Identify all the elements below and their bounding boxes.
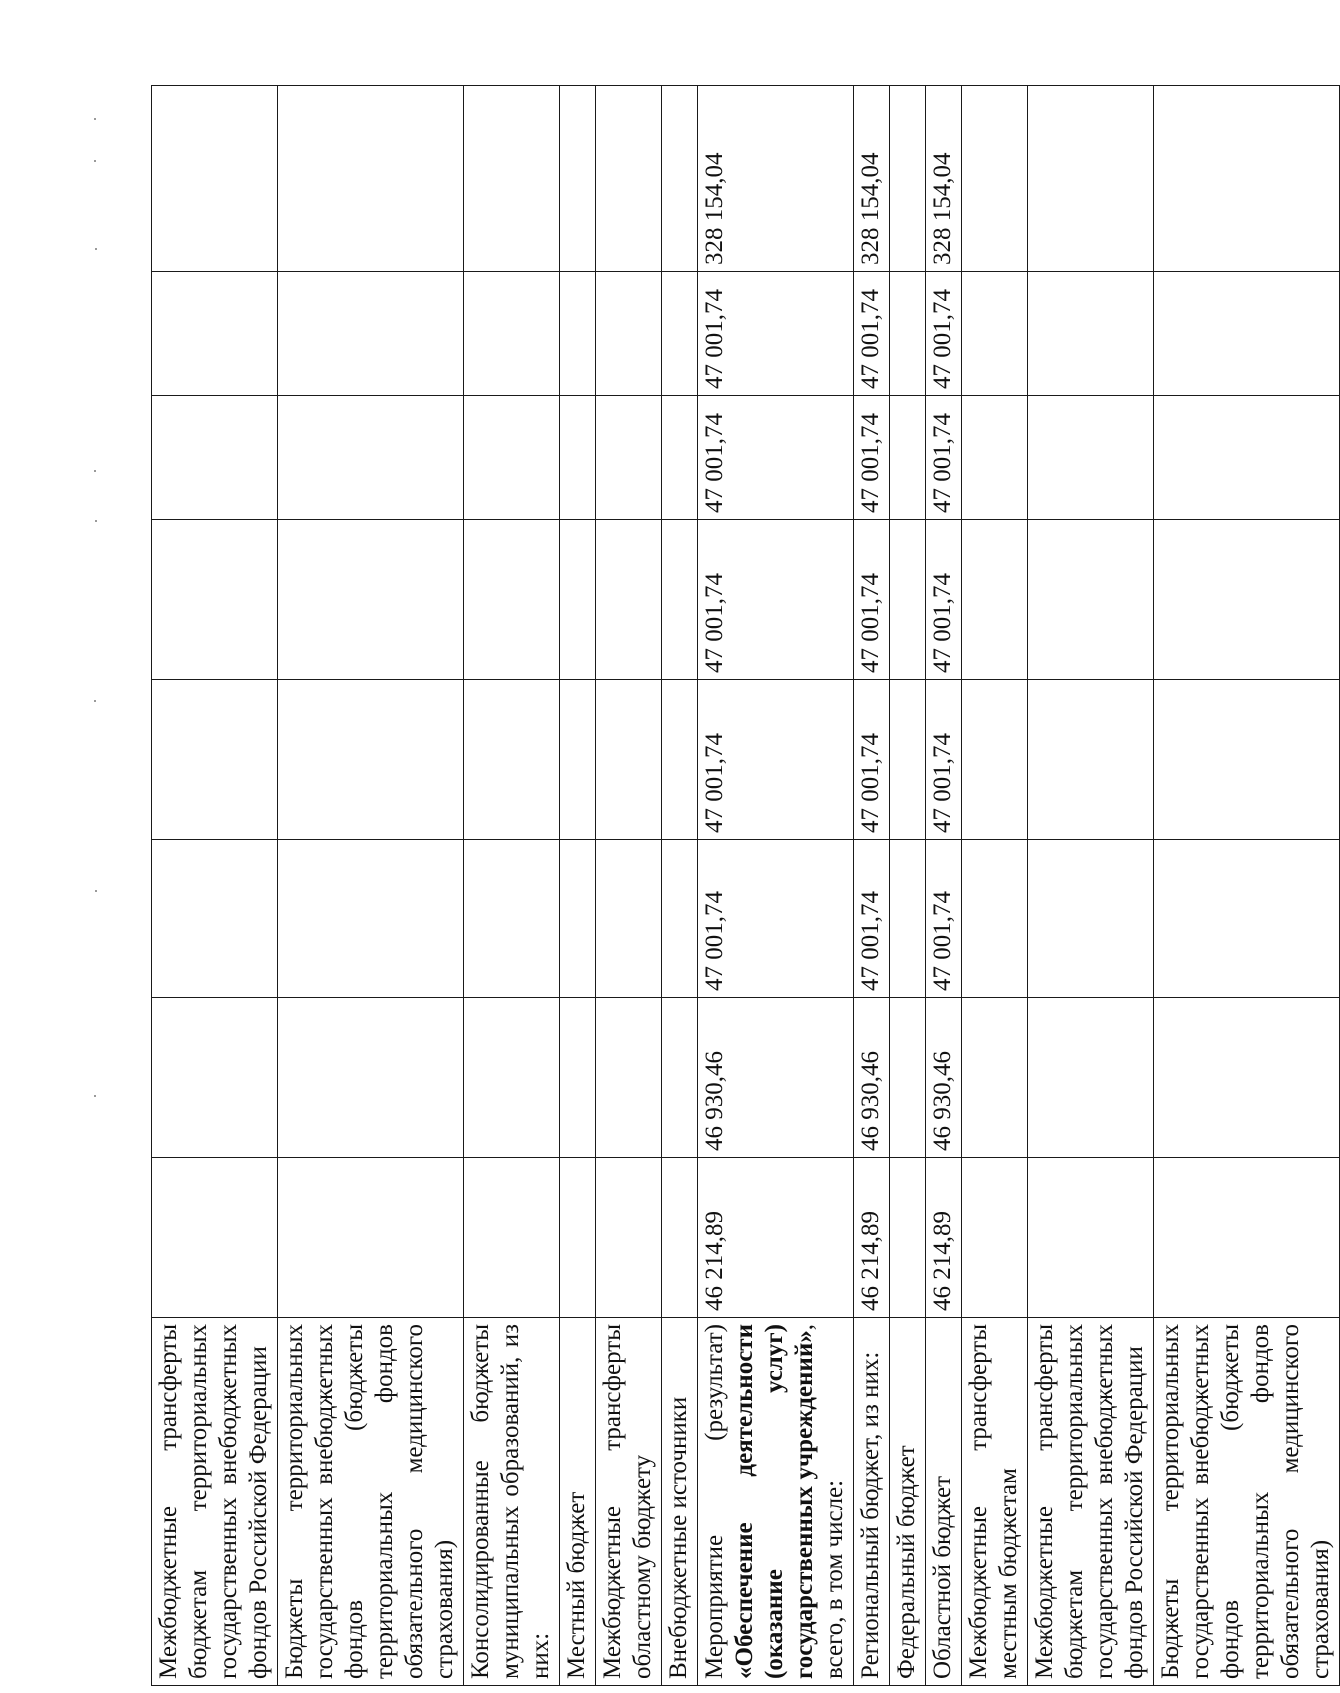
row-label: Местный бюджет: [560, 1318, 596, 1686]
scan-speck: [95, 520, 97, 522]
value-cell: [596, 396, 662, 520]
value-cell: 46 930,46: [926, 998, 962, 1158]
value-cell: [1154, 1158, 1340, 1318]
value-cell: [662, 86, 698, 272]
row-label: Межбюджетные трансферты областному бюджету: [596, 1318, 662, 1686]
scan-speck: [94, 700, 96, 702]
scan-speck: [94, 1095, 96, 1097]
value-cell: 47 001,74: [926, 272, 962, 396]
value-cell: [596, 680, 662, 840]
value-cell: [890, 272, 926, 396]
value-cell: [890, 396, 926, 520]
value-cell: [890, 520, 926, 680]
row-label: Межбюджетные трансферты бюджетам территориальных государственных внебюджетных фондов Российской Федерации: [152, 1318, 278, 1686]
value-cell: [464, 520, 560, 680]
value-cell: 328 154,04: [698, 86, 854, 272]
value-cell: [662, 272, 698, 396]
value-cell: [560, 840, 596, 998]
table-row: [560, 86, 596, 1686]
value-cell: [560, 1158, 596, 1318]
value-cell: 47 001,74: [854, 396, 890, 520]
value-cell: [1028, 272, 1154, 396]
scan-speck: [94, 160, 96, 162]
value-cell: 47 001,74: [926, 396, 962, 520]
table-row: [1028, 86, 1154, 1686]
value-cell: [278, 998, 464, 1158]
table-row: [278, 86, 464, 1686]
value-cell: [1028, 680, 1154, 840]
row-label: Внебюджетные источники: [662, 1318, 698, 1686]
table-row: [464, 86, 560, 1686]
value-cell: [962, 86, 1028, 272]
value-cell: [464, 998, 560, 1158]
row-label: Федеральный бюджет: [890, 1318, 926, 1686]
value-cell: [278, 86, 464, 272]
value-cell: [1154, 86, 1340, 272]
value-cell: [152, 680, 278, 840]
value-cell: [152, 520, 278, 680]
table-row: [1154, 86, 1340, 1686]
value-cell: 47 001,74: [926, 840, 962, 998]
value-cell: [152, 86, 278, 272]
value-cell: [890, 840, 926, 998]
value-cell: 46 214,89: [854, 1158, 890, 1318]
value-cell: [962, 680, 1028, 840]
value-cell: 47 001,74: [698, 396, 854, 520]
value-cell: [962, 840, 1028, 998]
value-cell: [662, 680, 698, 840]
value-cell: [278, 272, 464, 396]
row-label-suffix: , всего, в том числе:: [791, 1324, 848, 1679]
value-cell: [1028, 396, 1154, 520]
value-cell: [560, 272, 596, 396]
row-label: Межбюджетные трансферты местным бюджетам: [962, 1318, 1028, 1686]
value-cell: [152, 396, 278, 520]
value-cell: [962, 396, 1028, 520]
value-cell: [662, 520, 698, 680]
value-cell: [890, 998, 926, 1158]
value-cell: [890, 1158, 926, 1318]
scan-speck: [95, 248, 97, 250]
value-cell: [1154, 520, 1340, 680]
table-row: [596, 86, 662, 1686]
value-cell: [560, 396, 596, 520]
value-cell: [152, 998, 278, 1158]
value-cell: [464, 840, 560, 998]
value-cell: [152, 272, 278, 396]
value-cell: [962, 520, 1028, 680]
value-cell: [1154, 396, 1340, 520]
row-label: Областной бюджет: [926, 1318, 962, 1686]
value-cell: 46 930,46: [698, 998, 854, 1158]
budget-table: [151, 85, 1340, 1686]
value-cell: [278, 1158, 464, 1318]
value-cell: [1028, 86, 1154, 272]
value-cell: 47 001,74: [698, 840, 854, 998]
value-cell: [464, 680, 560, 840]
value-cell: [278, 520, 464, 680]
value-cell: 328 154,04: [926, 86, 962, 272]
value-cell: [962, 272, 1028, 396]
value-cell: [596, 998, 662, 1158]
value-cell: 47 001,74: [926, 680, 962, 840]
scan-speck: [94, 118, 96, 120]
row-label-prefix: Мероприятие (результат): [701, 1324, 728, 1679]
value-cell: [560, 680, 596, 840]
scan-speck: [94, 470, 96, 472]
table-row: [962, 86, 1028, 1686]
row-label: Консолидированные бюджеты муниципальных образований, из них:: [464, 1318, 560, 1686]
row-label: Бюджеты территориальных государственных внебюджетных фондов (бюджеты территориальных фондов обязательного медицинского страхования): [278, 1318, 464, 1686]
value-cell: [662, 840, 698, 998]
value-cell: [464, 86, 560, 272]
value-cell: 46 214,89: [926, 1158, 962, 1318]
value-cell: 47 001,74: [698, 520, 854, 680]
value-cell: [464, 396, 560, 520]
value-cell: 47 001,74: [854, 680, 890, 840]
value-cell: 47 001,74: [698, 680, 854, 840]
value-cell: [152, 1158, 278, 1318]
value-cell: [1154, 840, 1340, 998]
value-cell: [1028, 840, 1154, 998]
value-cell: 47 001,74: [926, 520, 962, 680]
value-cell: [662, 1158, 698, 1318]
table-row: [890, 86, 926, 1686]
table-row: [854, 86, 890, 1686]
value-cell: [560, 86, 596, 272]
table-row: [698, 86, 854, 1686]
value-cell: [560, 998, 596, 1158]
value-cell: 46 930,46: [854, 998, 890, 1158]
value-cell: [278, 396, 464, 520]
value-cell: [662, 998, 698, 1158]
table-row: [152, 86, 278, 1686]
value-cell: [1154, 272, 1340, 396]
value-cell: [890, 86, 926, 272]
value-cell: [1028, 520, 1154, 680]
row-label: [698, 1318, 854, 1686]
value-cell: [596, 520, 662, 680]
value-cell: [596, 86, 662, 272]
value-cell: [1028, 1158, 1154, 1318]
value-cell: [962, 1158, 1028, 1318]
value-cell: [596, 840, 662, 998]
value-cell: [278, 840, 464, 998]
scan-speck: [95, 890, 97, 892]
value-cell: [1154, 998, 1340, 1158]
value-cell: [464, 272, 560, 396]
row-label: Межбюджетные трансферты бюджетам территориальных государственных внебюджетных фондов Российской Федерации: [1028, 1318, 1154, 1686]
value-cell: [152, 840, 278, 998]
value-cell: 47 001,74: [698, 272, 854, 396]
value-cell: [560, 520, 596, 680]
value-cell: [464, 1158, 560, 1318]
value-cell: [1154, 680, 1340, 840]
table-row: [926, 86, 962, 1686]
table-row: [662, 86, 698, 1686]
value-cell: [1028, 998, 1154, 1158]
value-cell: 47 001,74: [854, 520, 890, 680]
rotated-page-content: [151, 86, 1334, 1686]
value-cell: [890, 680, 926, 840]
row-label: Региональный бюджет, из них:: [854, 1318, 890, 1686]
value-cell: [596, 1158, 662, 1318]
value-cell: [662, 396, 698, 520]
value-cell: 47 001,74: [854, 272, 890, 396]
row-label: Бюджеты территориальных государственных внебюджетных фондов (бюджеты территориальных фондов обязательного медицинского страхования): [1154, 1318, 1340, 1686]
value-cell: [962, 998, 1028, 1158]
value-cell: [278, 680, 464, 840]
value-cell: 328 154,04: [854, 86, 890, 272]
value-cell: [596, 272, 662, 396]
row-label-bold: «Обеспечение деятельности (оказание услуг) государственных учреждений»: [731, 1324, 818, 1679]
value-cell: 46 214,89: [698, 1158, 854, 1318]
value-cell: 47 001,74: [854, 840, 890, 998]
